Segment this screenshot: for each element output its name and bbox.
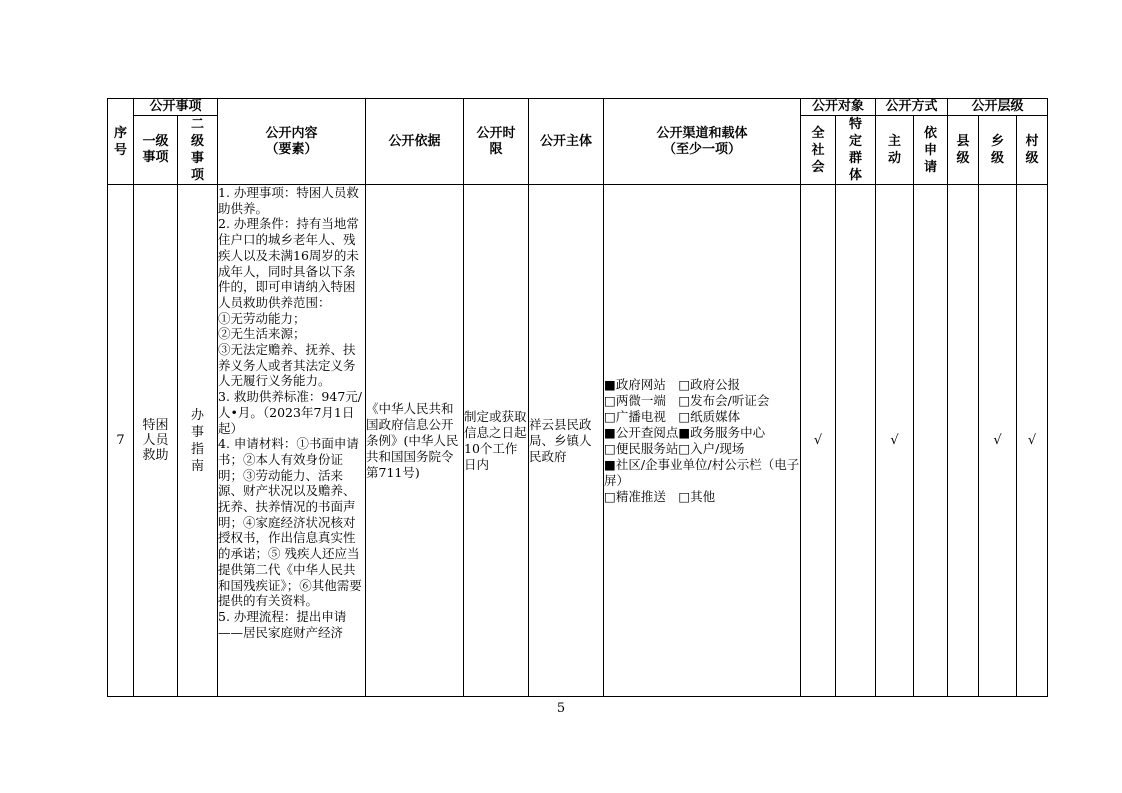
channel-item: □精准推送 □其他 [604,488,716,504]
header-method-apply: 依申请 [914,116,948,185]
header-audience-all: 全社会 [801,116,836,185]
channel-item: ■政府网站 □政府公报 [604,376,741,392]
header-tier-township: 乡级 [979,116,1017,185]
row-channels [604,185,801,697]
header-level2: 二级事项 [178,116,218,185]
channel-item: □便民服务站□入户/现场 [604,440,745,456]
header-level1: 一级事项 [134,116,178,185]
check-method-apply [914,185,948,697]
header-tier: 公开层级 [948,99,1048,116]
channel-item: ■公开查阅点■政务服务中心 [604,424,766,440]
check-method-active: √ [876,185,914,697]
header-seq: 序号 [108,99,134,185]
row-subject: 祥云县民政局、乡镇人民政府 [529,185,604,697]
header-content: 公开内容 （要素） [218,99,366,185]
header-matters: 公开事项 [134,99,218,116]
channel-item: ■社区/企事业单位/村公示栏（电子屏） [604,456,800,488]
channel-item: □两微一端 □发布会/听证会 [604,392,770,408]
check-tier-county [948,185,979,697]
header-subject: 公开主体 [529,99,604,185]
check-tier-village: √ [1017,185,1048,697]
header-timing: 公开时限 [464,99,529,185]
check-audience-all: √ [801,185,836,697]
row-timing: 制定或获取信息之日起10个工作日内 [464,185,529,697]
row-basis: 《中华人民共和国政府信息公开条例》(中华人民共和国国务院令第711号) [366,185,464,697]
check-tier-township: √ [979,185,1017,697]
header-method-active: 主动 [876,116,914,185]
header-basis: 公开依据 [366,99,464,185]
check-audience-specific [836,185,876,697]
header-tier-village: 村级 [1017,116,1048,185]
row-content: 1. 办理事项：特困人员救助供养。 2. 办理条件：持有当地常住户口的城乡老年人、残疾人以及未满16周岁的未成年人，同时具备以下条件的，即可申请纳入特困人员救助供养范围： ①无劳动能力； ②无生活来源； ③无法定赡养、抚养、扶养义务人或者其法定义务人无履行义务能力。 3. 救助供养标准：947元/人•月。（2023年7月1日起） 4. 申请材料：①书面申请书；②本人有效身份证明；③劳动能力、活来源、财产状况以及赡养、抚养、扶养情况的书面声明；④家庭经济状况核对授权书，作出信息真实性的承诺；⑤ 残疾人还应当提供第二代《中华人民共和国残疾证》；⑥其他需要提供的有关资料。 5. 办理流程：提出申请——居民家庭财产经济 [218,185,366,697]
header-method: 公开方式 [876,99,948,116]
disclosure-table [107,98,1048,697]
row-level2: 办事指南 [178,185,218,697]
header-audience-specific: 特定群体 [836,116,876,185]
header-tier-county: 县级 [948,116,979,185]
row-seq: 7 [108,185,134,697]
table-row [108,185,1048,697]
channel-item: □广播电视 □纸质媒体 [604,408,741,424]
header-audience: 公开对象 [801,99,876,116]
header-channels: 公开渠道和载体 （至少一项） [604,99,801,185]
row-level1: 特困人员救助 [134,185,178,697]
page-number: 5 [556,701,566,716]
